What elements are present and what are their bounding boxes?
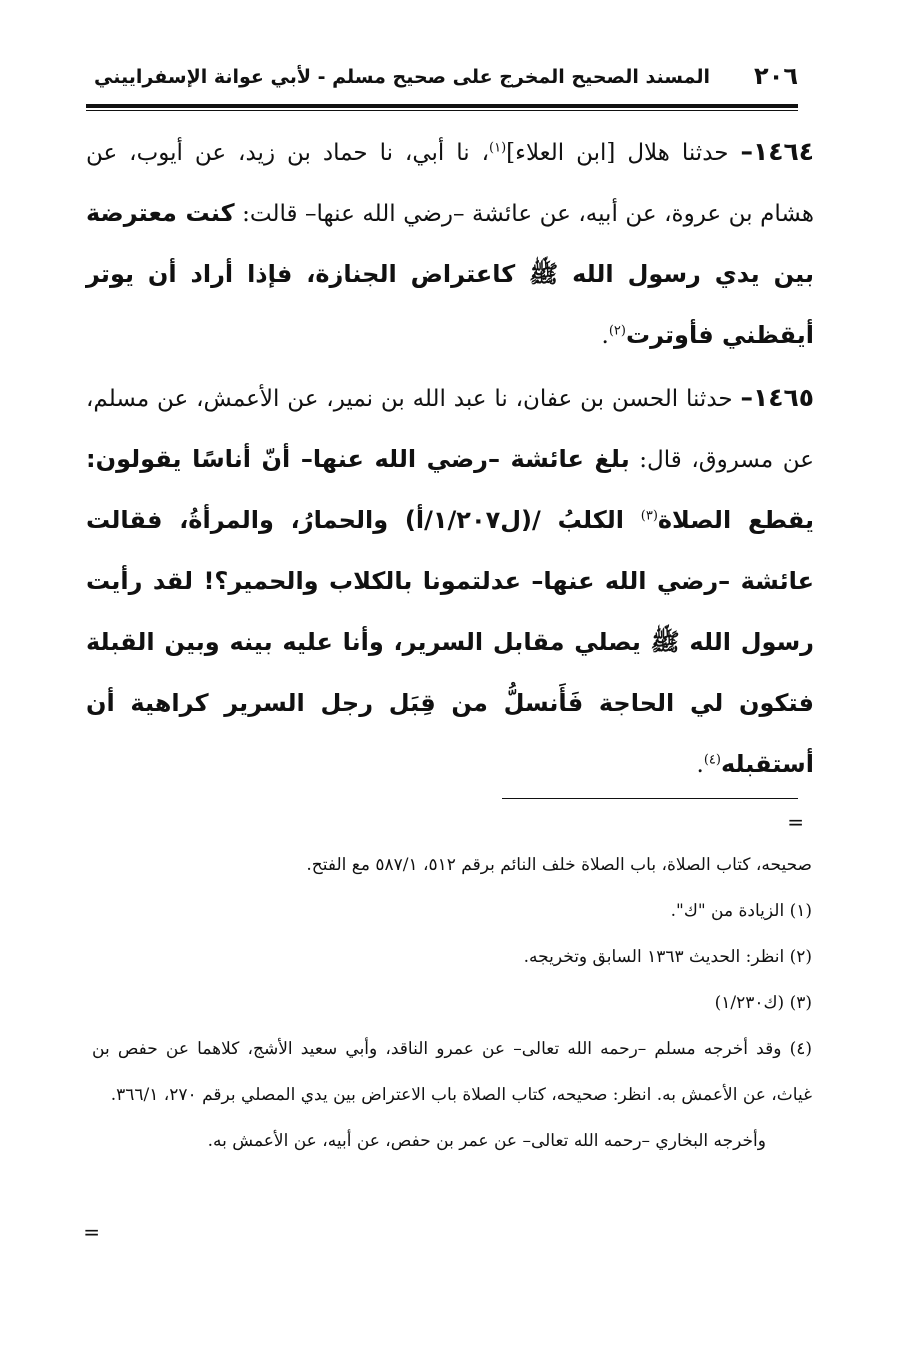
footnotes (92, 842, 812, 1164)
isnad-text: حدثنا هلال [ابن العلاء] (506, 140, 741, 166)
footnote-separator (502, 798, 798, 799)
footnote-ref-2: (٢) (608, 323, 626, 339)
footnote-1: (١) الزيادة من "ك". (670, 901, 812, 921)
page-number: ٢٠٦ (754, 62, 798, 90)
continuation-mark: = (787, 810, 804, 834)
continuation-mark-end: = (83, 1220, 100, 1244)
running-title: المسند الصحيح المخرج على صحيح مسلم - لأبي عوانة الإسفراييني (94, 66, 710, 88)
hadith-1465: ١٤٦٥– حدثنا الحسن بن عفان، نا عبد الله بن نمير، عن الأعمش، عن مسلم، عن مسروق، قال: بلغ عائشة –رضي الله عنها– أنّ أناسًا يقولون: يقطع الصلاة$^{(٣)}$ الكلبُ /(ل١/٢٠٧/أ) والحمارُ، والمرأةُ، فقالت عائشة –رضي الله عنها– عدلتمونا بالكلاب والحمير؟! لقد رأيت رسول الله ﷺ يصلي مقابل السرير، وأنا عليه بينه وبين القبلة فتكون لي الحاجة فَأَنسلُّ من قِبَل رجل السرير كراهية أن أستقبله$^{(٤)}$. (86, 383, 815, 778)
header-rule-thin (86, 110, 798, 111)
isnad-text: ، نا أبي، نا حماد بن زيد، عن أيوب، عن هشام بن عروة، عن أبيه، عن عائشة –رضي الله عنها– قالت: (86, 140, 814, 227)
footnote-ref-3: (٣) (640, 508, 658, 524)
header-rule-thick (86, 104, 798, 108)
page-header (86, 58, 798, 98)
footnote-ref-4: (٤) (703, 752, 721, 768)
hadith-1464: ١٤٦٤– حدثنا هلال [ابن العلاء]$^{(١)}$، نا أبي، نا حماد بن زيد، عن أيوب، عن هشام بن عروة، عن أبيه، عن عائشة –رضي الله عنها– قالت: كنت معترضة بين يدي رسول الله ﷺ كاعتراض الجنازة، فإذا أراد أن يوتر أيقظني فأوترت$^{(٢)}$. (86, 137, 814, 349)
matn-text: كنت معترضة بين يدي رسول الله ﷺ كاعتراض الجنازة، فإذا أراد أن يوتر أيقظني فأوترت (86, 199, 814, 349)
footnote-4-continued: وأخرجه البخاري –رحمه الله تعالى– عن عمر بن حفص، عن أبيه، عن الأعمش به. (207, 1131, 766, 1151)
footnote-3: (٣) (ك١/٢٣٠) (714, 993, 812, 1013)
footnote-continued: صحيحه، كتاب الصلاة، باب الصلاة خلف النائم برقم ٥١٢، ٥٨٧/١ مع الفتح. (306, 855, 812, 875)
footnote-ref-1: (١) (489, 140, 507, 156)
matn-text: الكلبُ /(ل١/٢٠٧/أ) والحمارُ، والمرأةُ، فقالت عائشة –رضي الله عنها– عدلتمونا بالكلاب والحمير؟! لقد رأيت رسول الله ﷺ يصلي مقابل السرير، وأنا عليه بينه وبين القبلة فتكون لي الحاجة فَأَنسلُّ من قِبَل رجل السرير كراهية أن أستقبله (86, 506, 814, 778)
isnad-text: حدثنا الحسن بن عفان، نا عبد الله بن نمير، عن الأعمش، عن مسلم، عن مسروق، قال: (86, 386, 815, 473)
matn-text: بلغ عائشة –رضي الله عنها– أنّ أناسًا يقولون: يقطع الصلاة (86, 445, 814, 534)
footnote-4: (٤) وقد أخرجه مسلم –رحمه الله تعالى– عن عمرو الناقد، وأبي سعيد الأشج، كلاهما عن حفص بن غياث، عن الأعمش به. انظر: صحيحه، كتاب الصلاة باب الاعتراض بين يدي المصلي برقم ٢٧٠، ٣٦٦/١. (92, 1039, 812, 1105)
footnote-2: (٢) انظر: الحديث ١٣٦٣ السابق وتخريجه. (523, 947, 812, 967)
hadith-number: ١٤٦٤ (752, 137, 814, 166)
hadith-number: ١٤٦٥ (752, 383, 814, 412)
main-text (86, 122, 814, 795)
